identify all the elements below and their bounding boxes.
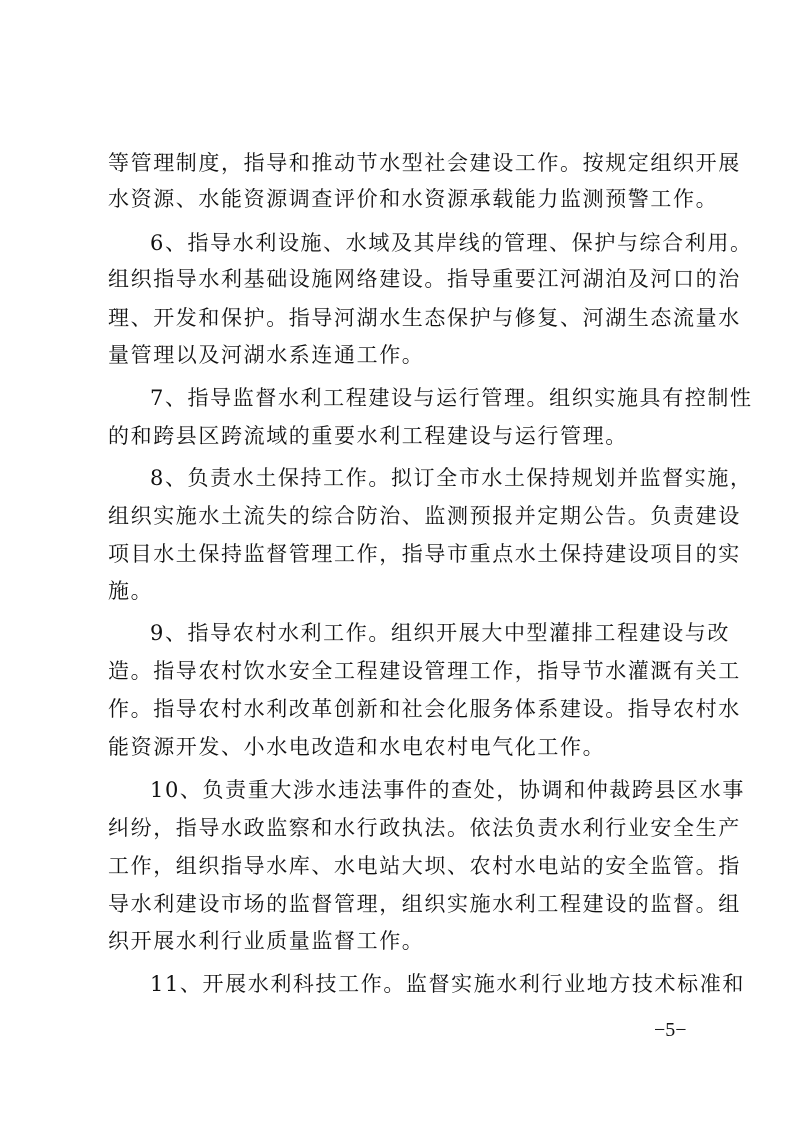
text-line: 能资源开发、小水电改造和水电农村电气化工作。 [108, 735, 606, 759]
text-line: 组织实施水土流失的综合防治、监测预报并定期公告。负责建设 [108, 504, 741, 528]
paragraph-9-line: 9、指导农村水利工作。组织开展大中型灌排工程建设与改 [150, 621, 730, 645]
text-line: 理、开发和保护。指导河湖水生态保护与修复、河湖生态流量水 [108, 306, 741, 330]
text-line: 的和跨县区跨流域的重要水利工程建设与运行管理。 [108, 424, 628, 448]
text-line: 作。指导农村水利改革创新和社会化服务体系建设。指导农村水 [108, 697, 741, 721]
page-number: −5− [654, 1019, 687, 1041]
paragraph-10-line: 10、负责重大涉水违法事件的查处，协调和仲裁跨县区水事 [150, 778, 745, 802]
text-line: 组织指导水利基础设施网络建设。指导重要江河湖泊及河口的治 [108, 267, 741, 291]
text-line: 纠纷，指导水政监察和水行政执法。依法负责水利行业安全生产 [108, 816, 741, 840]
paragraph-8-line: 8、负责水土保持工作。拟订全市水土保持规划并监督实施， [150, 466, 753, 490]
text-line: 导水利建设市场的监督管理，组织实施水利工程建设的监督。组 [108, 892, 741, 916]
text-line: 织开展水利行业质量监督工作。 [108, 929, 425, 953]
paragraph-11-line: 11、开展水利科技工作。监督实施水利行业地方技术标准和 [150, 972, 745, 996]
text-line: 水资源、水能资源调查评价和水资源承载能力监测预警工作。 [108, 187, 719, 211]
text-line: 量管理以及河湖水系连通工作。 [108, 343, 425, 367]
text-line: 造。指导农村饮水安全工程建设管理工作，指导节水灌溉有关工 [108, 659, 741, 683]
paragraph-7-line: 7、指导监督水利工程建设与运行管理。组织实施具有控制性 [150, 386, 753, 410]
text-line: 等管理制度，指导和推动节水型社会建设工作。按规定组织开展 [108, 151, 741, 175]
paragraph-6-line: 6、指导水利设施、水域及其岸线的管理、保护与综合利用。 [150, 231, 753, 255]
text-line: 施。 [108, 579, 154, 603]
text-line: 项目水土保持监督管理工作，指导市重点水土保持建设项目的实 [108, 542, 741, 566]
text-line: 工作，组织指导水库、水电站大坝、农村水电站的安全监管。指 [108, 854, 741, 878]
